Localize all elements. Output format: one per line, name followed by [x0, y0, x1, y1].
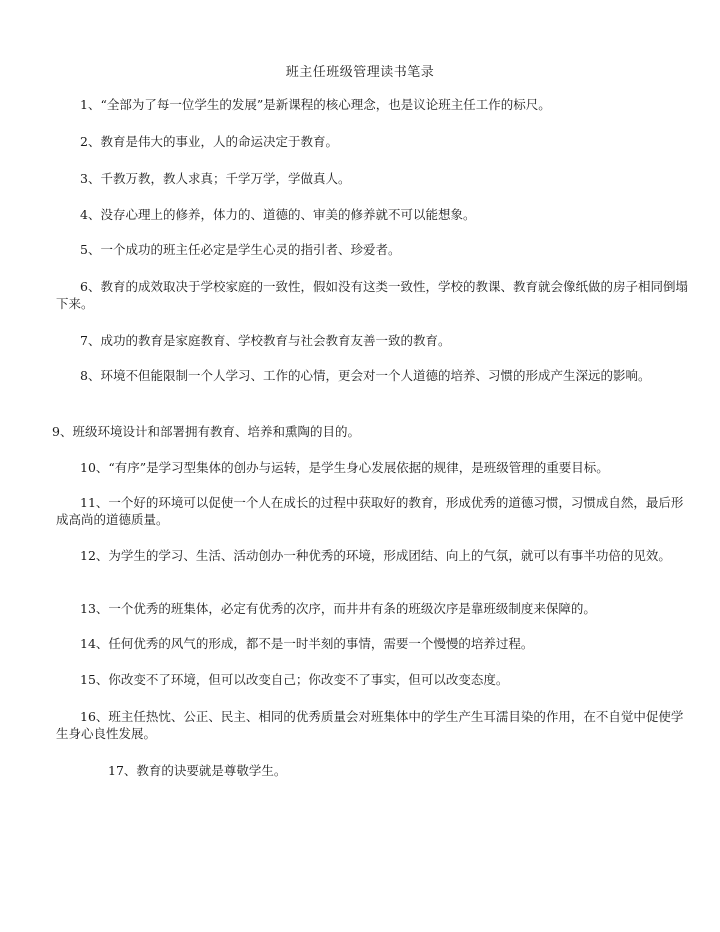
- list-item: 11、一个好的环境可以促使一个人在成长的过程中获取好的教育，形成优秀的道德习惯，习惯成自然，最后形成高尚的道德质量。: [56, 495, 684, 527]
- list-item: 10、“有序”是学习型集体的创办与运转，是学生身心发展依据的规律，是班级管理的重要目标。: [80, 460, 609, 475]
- list-item: 1、“全部为了每一位学生的发展”是新课程的核心理念，也是议论班主任工作的标尺。: [80, 97, 551, 112]
- list-item: 2、教育是伟大的事业，人的命运决定于教育。: [80, 134, 338, 149]
- list-item: 9、班级环境设计和部署拥有教育、培养和熏陶的目的。: [52, 424, 360, 439]
- list-item: 5、一个成功的班主任必定是学生心灵的指引者、珍爱者。: [80, 242, 401, 257]
- list-item: 16、班主任热忱、公正、民主、相同的优秀质量会对班集体中的学生产生耳濡目染的作用，在不自觉中促使学生身心良性发展。: [56, 709, 684, 741]
- list-item: 6、教育的成效取决于学校家庭的一致性，假如没有这类一致性，学校的教课、教育就会像纸做的房子相同倒塌下来。: [56, 279, 688, 311]
- list-item: 7、成功的教育是家庭教育、学校教育与社会教育友善一致的教育。: [80, 333, 451, 348]
- document-title: 班主任班级管理读书笔录: [285, 65, 435, 80]
- list-item: 8、环境不但能限制一个人学习、工作的心情，更会对一个人道德的培养、习惯的形成产生深远的影响。: [80, 368, 651, 383]
- list-item: 15、你改变不了环境，但可以改变自己；你改变不了事实，但可以改变态度。: [80, 672, 509, 687]
- list-item: 12、为学生的学习、生活、活动创办一种优秀的环境，形成团结、向上的气氛，就可以有事半功倍的见效。: [80, 548, 671, 563]
- list-item: 17、教育的诀要就是尊敬学生。: [108, 763, 287, 778]
- list-item: 3、千教万教，教人求真；千学万学，学做真人。: [80, 171, 351, 186]
- list-item: 13、一个优秀的班集体，必定有优秀的次序，而井井有条的班级次序是靠班级制度来保障的。: [80, 601, 596, 616]
- list-item: 14、任何优秀的风气的形成，都不是一时半刻的事情，需要一个慢慢的培养过程。: [80, 636, 534, 651]
- list-item: 4、没存心理上的修养，体力的、道德的、审美的修养就不可以能想象。: [80, 207, 476, 222]
